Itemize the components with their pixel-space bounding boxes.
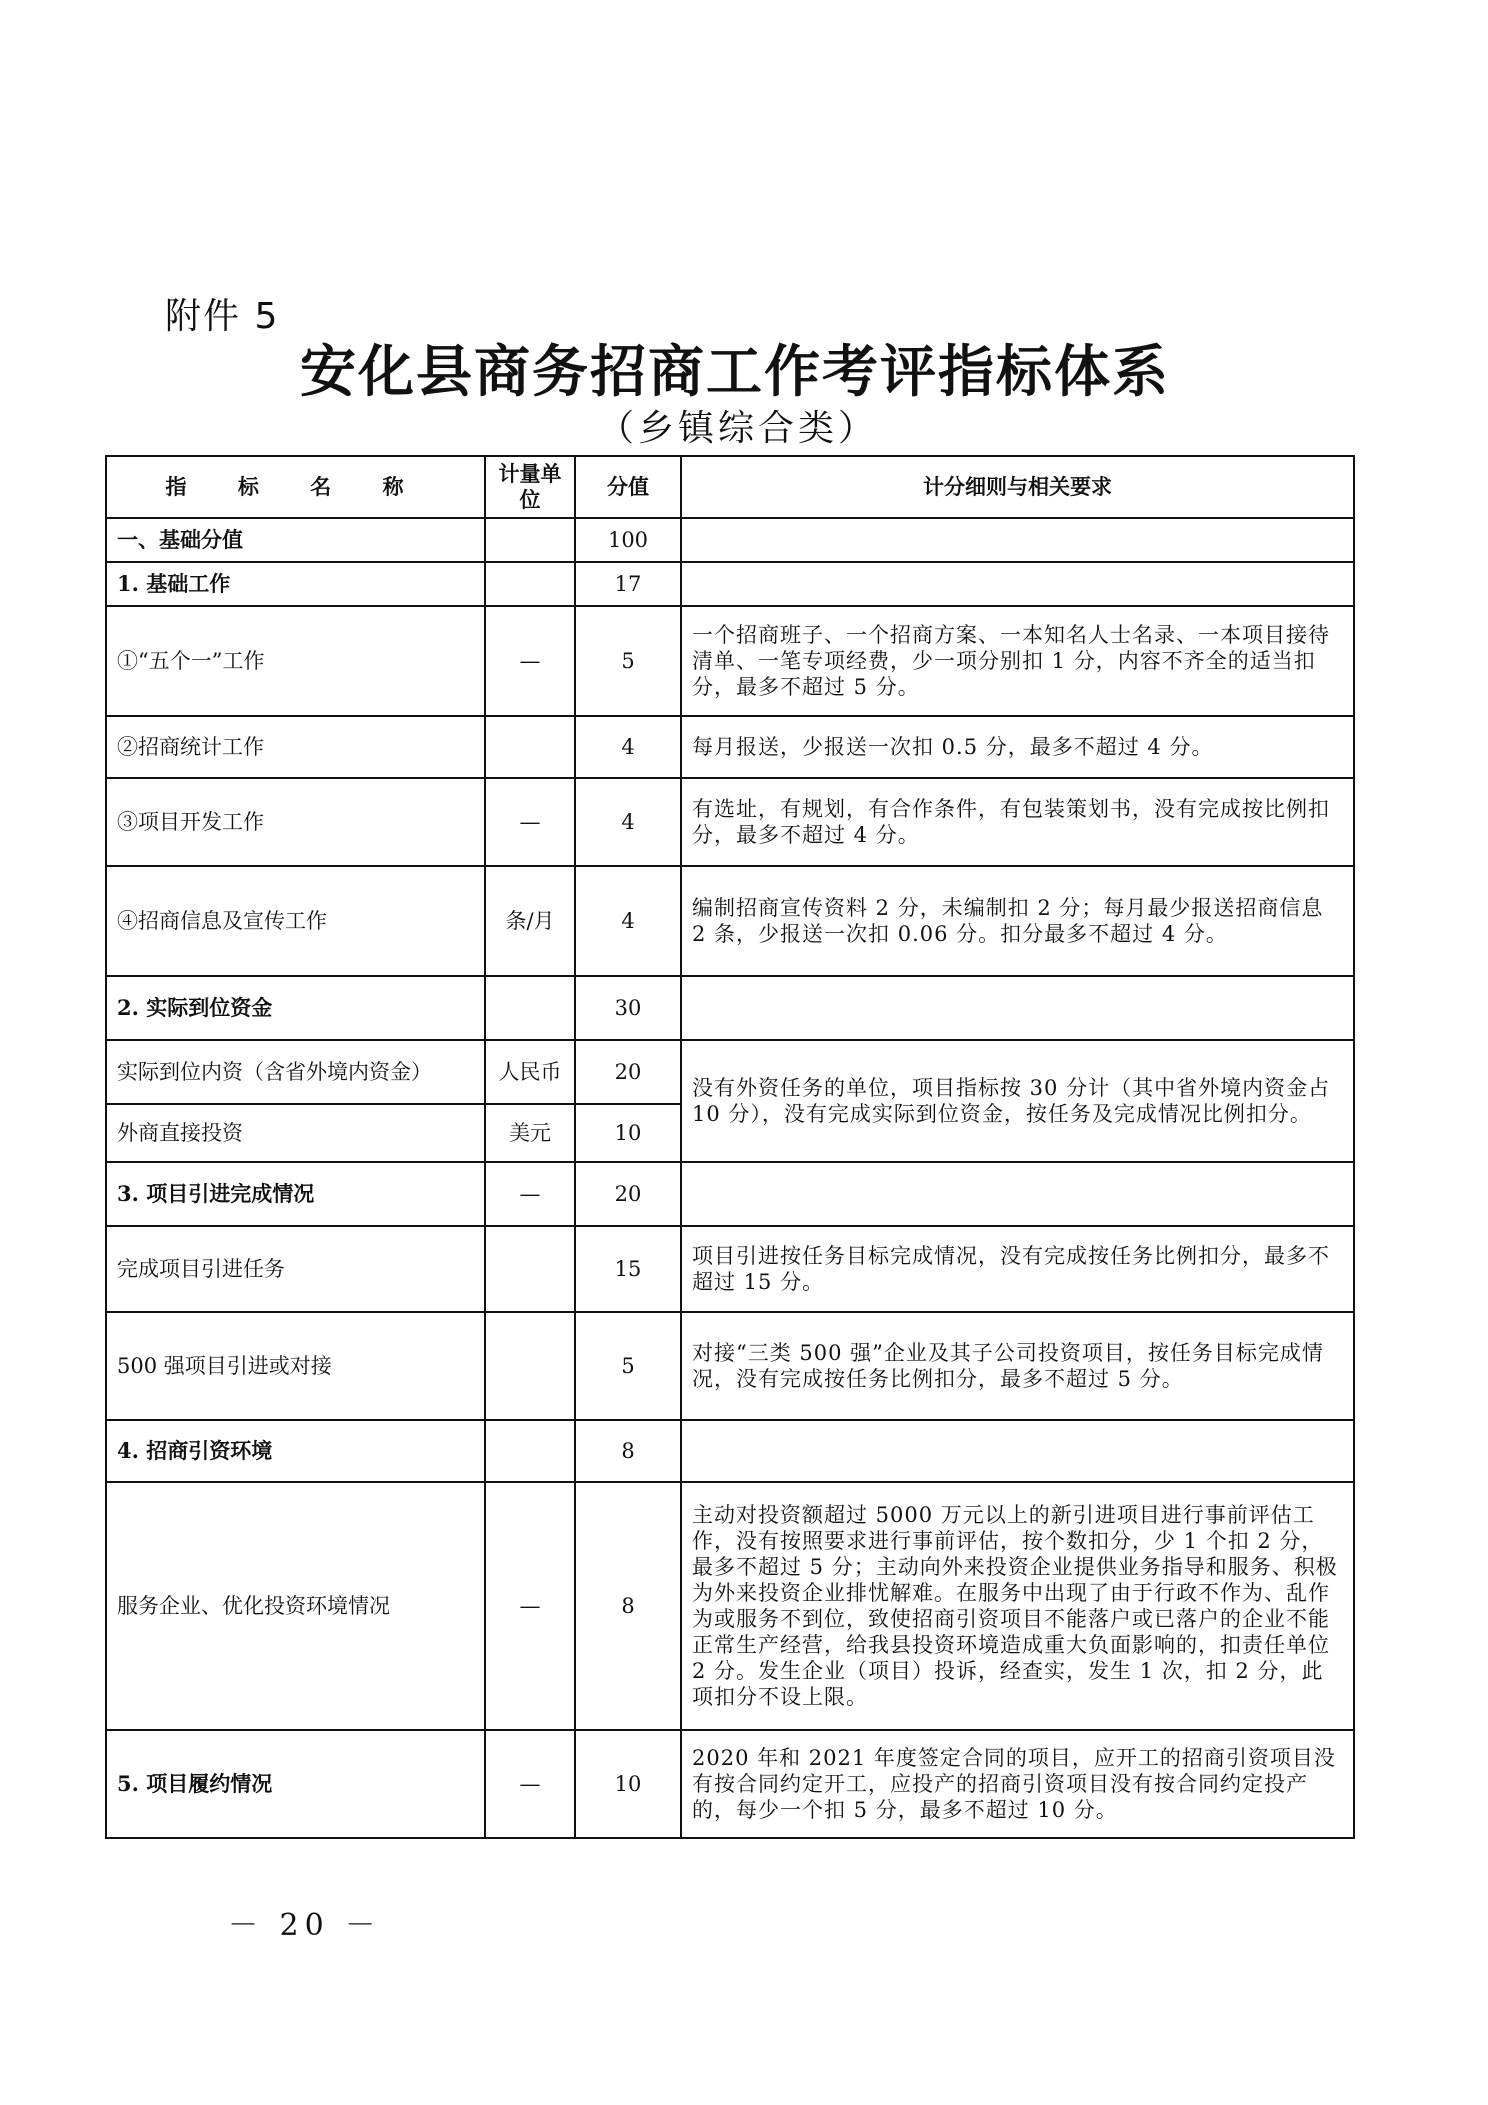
row-unit: — — [485, 778, 575, 866]
table-row — [106, 1482, 1354, 1730]
table-row — [106, 606, 1354, 716]
row-unit — [485, 976, 575, 1040]
row-name: 1. 基础工作 — [106, 562, 485, 606]
row-score: 4 — [575, 716, 681, 778]
row-rules: 没有外资任务的单位，项目指标按 30 分计（其中省外境内资金占 10 分），没有完成实际到位资金，按任务及完成情况比例扣分。 — [681, 1040, 1354, 1162]
row-name: 3. 项目引进完成情况 — [106, 1162, 485, 1226]
row-name: 服务企业、优化投资环境情况 — [106, 1482, 485, 1730]
row-rules — [681, 562, 1354, 606]
row-rules: 对接“三类 500 强”企业及其子公司投资项目，按任务目标完成情况，没有完成按任务比例扣分，最多不超过 5 分。 — [681, 1312, 1354, 1420]
row-score: 4 — [575, 866, 681, 976]
row-score: 30 — [575, 976, 681, 1040]
table-row — [106, 562, 1354, 606]
row-unit: — — [485, 1162, 575, 1226]
row-unit — [485, 518, 575, 562]
row-rules: 每月报送，少报送一次扣 0.5 分，最多不超过 4 分。 — [681, 716, 1354, 778]
row-score: 20 — [575, 1162, 681, 1226]
row-name: ④招商信息及宣传工作 — [106, 866, 485, 976]
table-row — [106, 866, 1354, 976]
table-row — [106, 1226, 1354, 1312]
row-rules: 2020 年和 2021 年度签定合同的项目，应开工的招商引资项目没有按合同约定开工，应投产的招商引资项目没有按合同约定投产的，每少一个扣 5 分，最多不超过 10 分。 — [681, 1730, 1354, 1838]
row-name: ③项目开发工作 — [106, 778, 485, 866]
row-unit: 人民币 — [485, 1040, 575, 1104]
row-unit: 条/月 — [485, 866, 575, 976]
table-row — [106, 518, 1354, 562]
row-rules: 项目引进按任务目标完成情况，没有完成按任务比例扣分，最多不超过 15 分。 — [681, 1226, 1354, 1312]
row-name: ②招商统计工作 — [106, 716, 485, 778]
row-rules: 有选址，有规划，有合作条件，有包装策划书，没有完成按比例扣分，最多不超过 4 分。 — [681, 778, 1354, 866]
row-name: 外商直接投资 — [106, 1104, 485, 1162]
row-unit: 美元 — [485, 1104, 575, 1162]
page-number: － 20 － — [228, 1908, 382, 1943]
row-score: 10 — [575, 1104, 681, 1162]
row-score: 17 — [575, 562, 681, 606]
row-rules — [681, 518, 1354, 562]
header-unit: 计量单位 — [485, 456, 575, 518]
table-row — [106, 1162, 1354, 1226]
table-row — [106, 1040, 1354, 1104]
attachment-label: 附件 5 — [165, 296, 280, 337]
row-name: ①“五个一”工作 — [106, 606, 485, 716]
evaluation-table — [105, 455, 1355, 1839]
row-score: 100 — [575, 518, 681, 562]
row-name: 实际到位内资（含省外境内资金） — [106, 1040, 485, 1104]
row-rules — [681, 976, 1354, 1040]
document-subtitle: （乡镇综合类） — [598, 408, 879, 449]
row-name: 500 强项目引进或对接 — [106, 1312, 485, 1420]
row-score: 8 — [575, 1482, 681, 1730]
row-unit — [485, 562, 575, 606]
row-unit — [485, 716, 575, 778]
row-score: 5 — [575, 1312, 681, 1420]
row-score: 20 — [575, 1040, 681, 1104]
row-score: 10 — [575, 1730, 681, 1838]
header-indicator-name: 指 标 名 称 — [106, 456, 485, 518]
document-title: 安化县商务招商工作考评指标体系 — [300, 339, 1170, 405]
table-row — [106, 1730, 1354, 1838]
row-unit — [485, 1312, 575, 1420]
row-score: 8 — [575, 1420, 681, 1482]
row-rules: 一个招商班子、一个招商方案、一本知名人士名录、一本项目接待清单、一笔专项经费，少一项分别扣 1 分，内容不齐全的适当扣分，最多不超过 5 分。 — [681, 606, 1354, 716]
header-score: 分值 — [575, 456, 681, 518]
row-rules: 编制招商宣传资料 2 分，未编制扣 2 分；每月最少报送招商信息 2 条，少报送一次扣 0.06 分。扣分最多不超过 4 分。 — [681, 866, 1354, 976]
table-row — [106, 716, 1354, 778]
row-score: 15 — [575, 1226, 681, 1312]
row-name: 2. 实际到位资金 — [106, 976, 485, 1040]
row-score: 5 — [575, 606, 681, 716]
row-rules — [681, 1162, 1354, 1226]
table-row — [106, 976, 1354, 1040]
table-row — [106, 1420, 1354, 1482]
row-name: 5. 项目履约情况 — [106, 1730, 485, 1838]
row-unit: — — [485, 606, 575, 716]
row-score: 4 — [575, 778, 681, 866]
row-name: 一、基础分值 — [106, 518, 485, 562]
row-unit: — — [485, 1730, 575, 1838]
row-unit — [485, 1226, 575, 1312]
header-rules: 计分细则与相关要求 — [681, 456, 1354, 518]
row-name: 4. 招商引资环境 — [106, 1420, 485, 1482]
table-header-row — [106, 456, 1354, 518]
row-rules — [681, 1420, 1354, 1482]
table-row — [106, 778, 1354, 866]
row-rules: 主动对投资额超过 5000 万元以上的新引进项目进行事前评估工作，没有按照要求进行事前评估，按个数扣分，少 1 个扣 2 分，最多不超过 5 分；主动向外来投资企业提供业务指导和服务、积极为外来投资企业排忧解难。在服务中出现了由于行政不作为、乱作为或服务不到位，致使招商引资项目不能落户或已落户的企业不能正常生产经营，给我县投资环境造成重大负面影响的，扣责任单位 2 分。发生企业（项目）投诉，经查实，发生 1 次，扣 2 分，此项扣分不设上限。 — [681, 1482, 1354, 1730]
row-name: 完成项目引进任务 — [106, 1226, 485, 1312]
row-unit — [485, 1420, 575, 1482]
table-row — [106, 1312, 1354, 1420]
row-unit: — — [485, 1482, 575, 1730]
